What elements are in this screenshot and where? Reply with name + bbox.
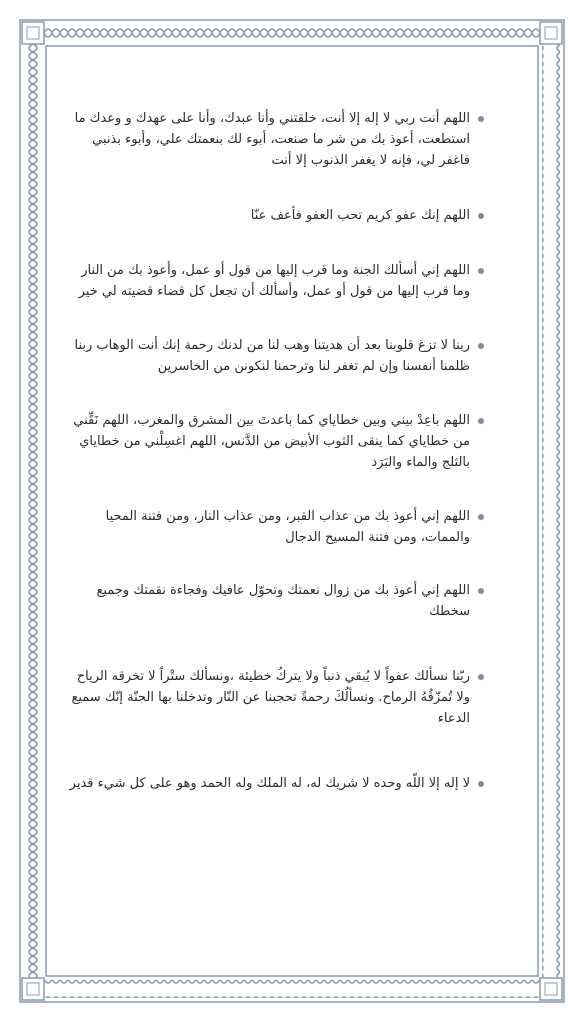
dua-text: اللهم إني أعوذ بك من عذاب القبر، ومن عذاب النار، ومن فتنة المحيا والممات، ومن فتنة المسيح الدجال <box>105 509 470 545</box>
bullet-icon <box>478 588 484 594</box>
dua-text: اللهم إنك عفو كريم تحب العفو فأعف عنّا <box>250 208 470 223</box>
bullet-icon <box>478 343 484 349</box>
bullet-icon <box>478 418 484 424</box>
dua-text: اللهم باعِدْ بيني وبين خطاياي كما باعدتَ بين المشرق والمغرب، اللهم نَقِّني من خطاياي كما ينقى الثوب الأبيض من الدَّنس، اللهم اغسِلْني من خطاياي بالثلج والماء والبَرَد <box>73 413 470 470</box>
dua-text: ربنا لا تزغ قلوبنا بعد أن هديتنا وهب لنا من لدنك رحمة إنك أنت الوهاب ربنا ظلمنا أنفسنا وإن لم تغفر لنا وترحمنا لنكونن من الخاسرين <box>74 338 470 374</box>
dua-text: اللهم إني أسألك الجنة وما قرب إليها من قول أو عمل، وأعوذ بك من النار وما قرب إليها من قول أو عمل، وأسألك أن تجعل كل قضاء قضيته لي خير <box>78 263 470 299</box>
bullet-icon <box>478 514 484 520</box>
dua-item <box>66 666 484 729</box>
dua-text: اللهم إني أعوذ بك من زوال نعمتك وتحوّل عافيك وفجاءة نقمتك وجميع سخطك <box>96 583 470 619</box>
dua-item <box>66 335 484 377</box>
dua-text: لا إله إلا اللّه وحده لا شريك له، له الملك وله الحمد وهو على كل شيء قدير <box>69 776 470 791</box>
bullet-icon <box>478 116 484 122</box>
dua-item <box>66 580 484 622</box>
dua-item <box>66 773 484 794</box>
dua-list <box>66 96 484 794</box>
bullet-icon <box>478 268 484 274</box>
dua-item <box>66 260 484 302</box>
dua-item <box>66 410 484 473</box>
dua-item <box>66 205 484 226</box>
bullet-icon <box>478 781 484 787</box>
dua-item <box>66 506 484 548</box>
bullet-icon <box>478 674 484 680</box>
dua-text: اللهم أنت ربي لا إله إلا أنت، خلقتني وأنا عبدك، وأنا على عهدك و وعدك ما استطعت، أعوذ بك من شر ما صنعت، أبوء لك بنعمتك علي، وأبوء بذنبي فاغفر لي، فإنه لا يغفر الذنوب إلا أنت <box>74 111 470 168</box>
bullet-icon <box>478 213 484 219</box>
dua-item <box>66 108 484 171</box>
dua-text: ربّنا نسألك عفواً لا يُبقي ذنباً ولا يتركُ خطيئة ،ونسألك ستْراً لا تخرقه الرياح ولا تُمزّقُهُ الرماح. ونسألُكَ رحمةً تحجبنا عن النّار وتدخلنا بها الجنّة إنّك سميع الدعاء <box>71 669 470 726</box>
